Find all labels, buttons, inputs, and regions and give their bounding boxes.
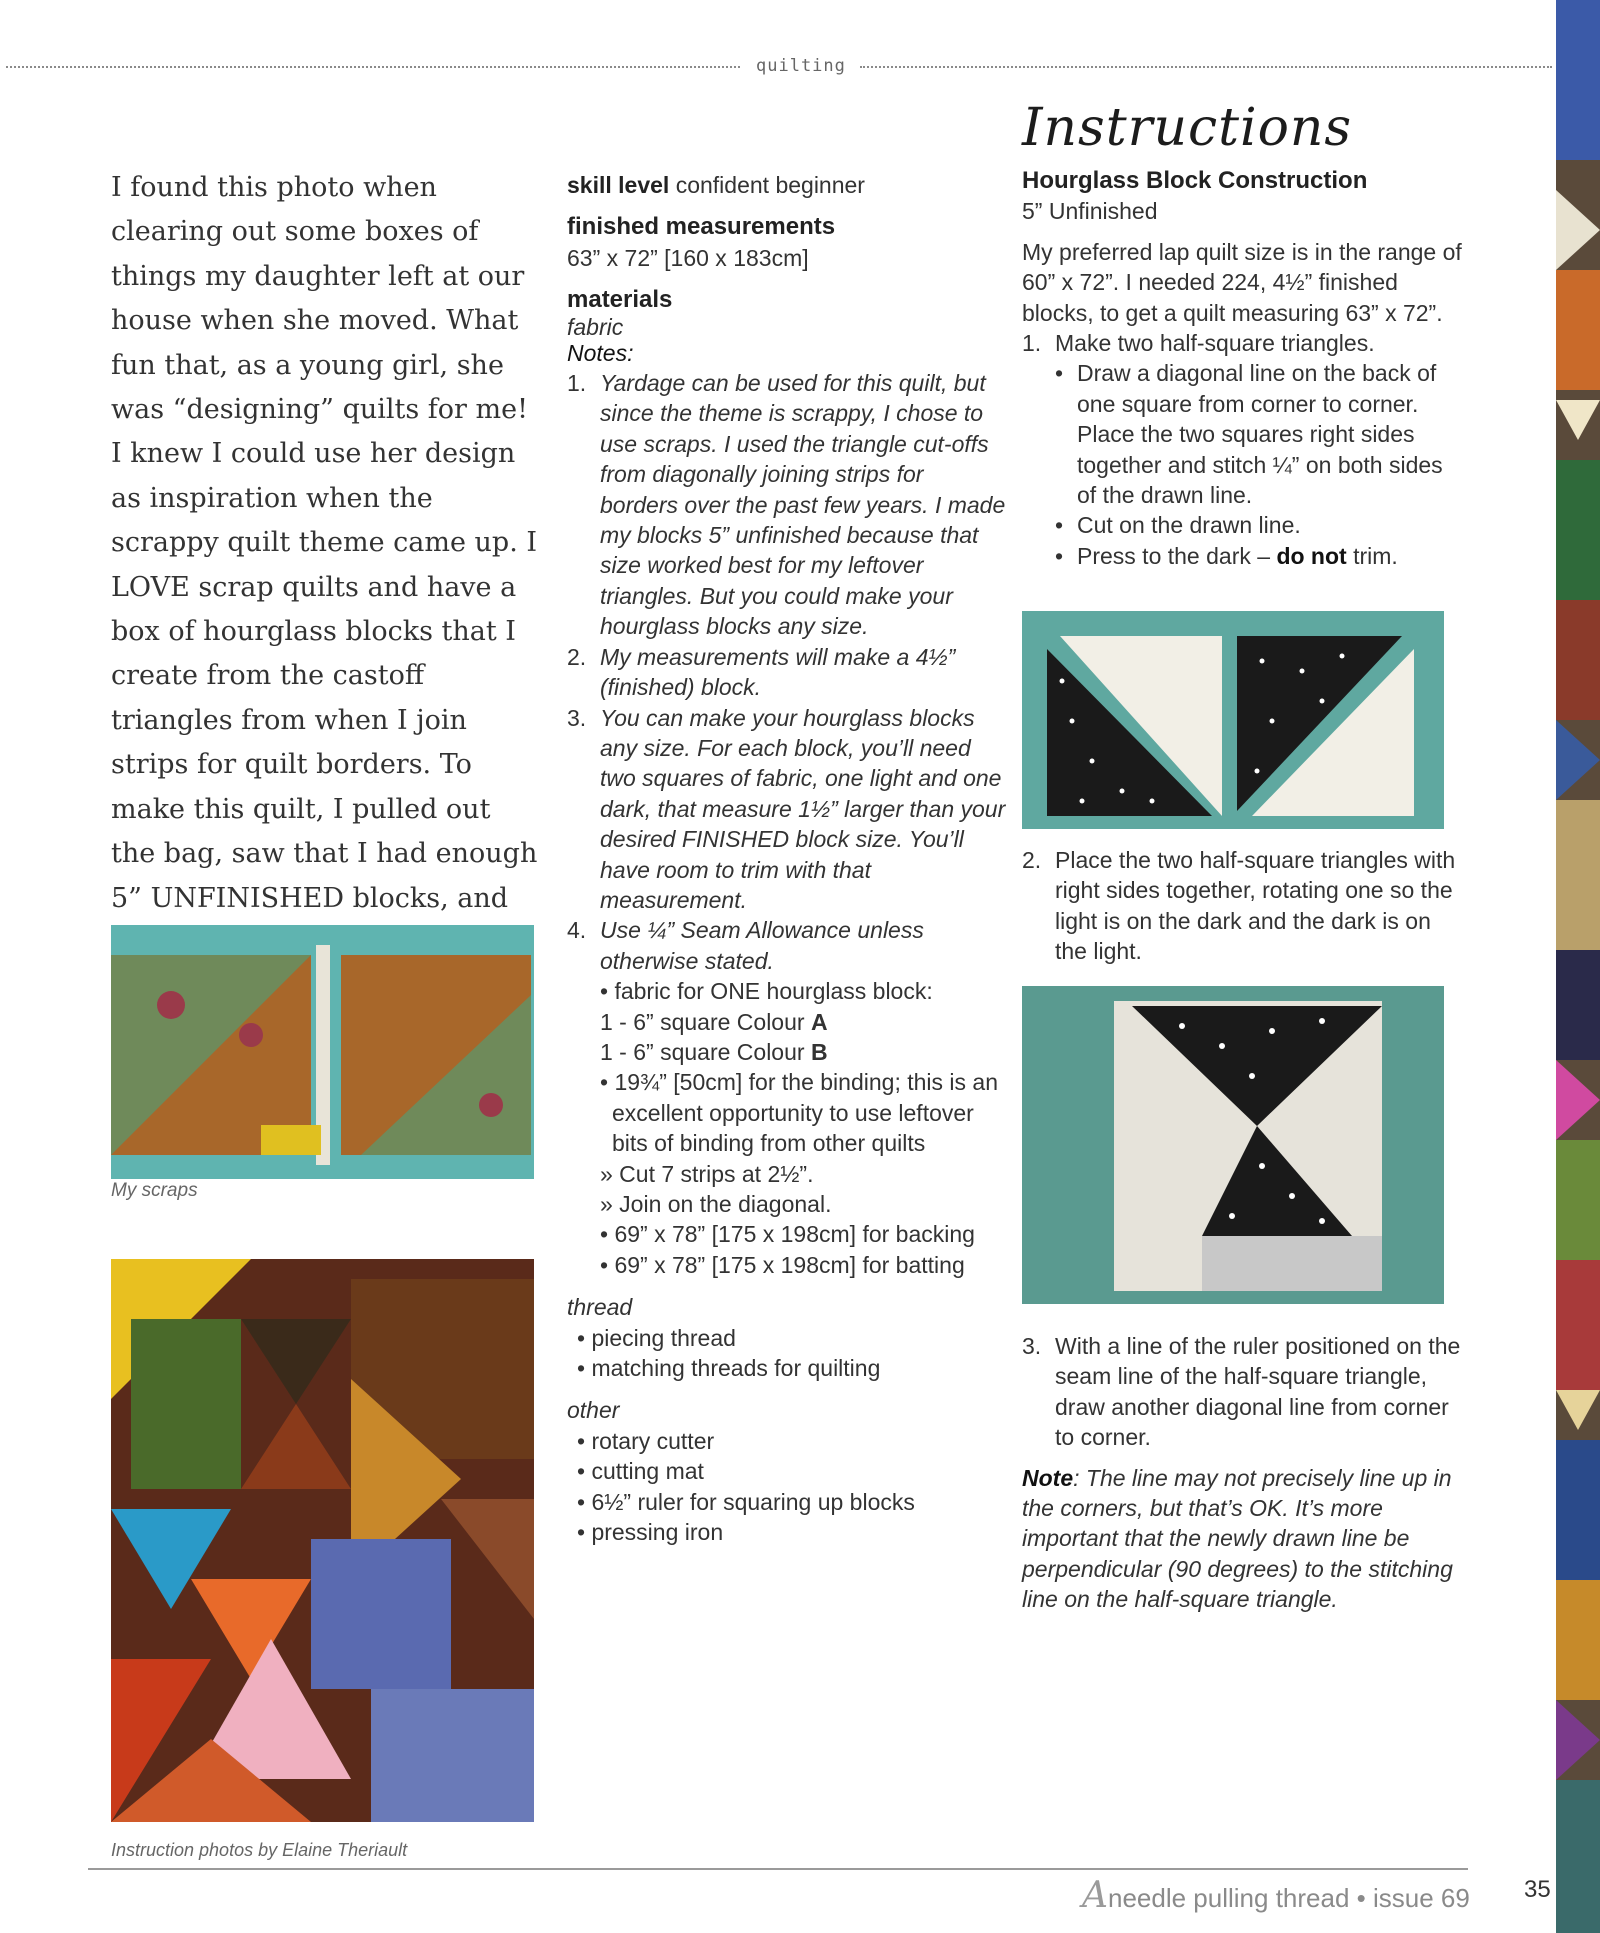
step-1-bullet: • Draw a diagonal line on the back of one square from corner to corner. Place the two squares right sides together and stitch ¼” on both sides of the drawn line. bbox=[1022, 358, 1462, 510]
other-item: • cutting mat bbox=[577, 1458, 704, 1485]
materials-label: materials bbox=[567, 286, 673, 314]
skill-value: confident beginner bbox=[675, 172, 865, 198]
note-item: 4. Use ¼” Seam Allowance unless otherwise stated. bbox=[567, 917, 924, 974]
thread-item: • piecing thread bbox=[577, 1324, 736, 1351]
quilt-edge-decoration bbox=[1556, 0, 1600, 1933]
story-body: I found this photo when clearing out some boxes of things my daughter left at our house when she moved. What fun that, as a young girl, she was “designing” quilts for me! I knew I could use her design as inspiration when the scrappy quilt theme came up. I LOVE scrap quilts and have a box of hourglass blocks that I create from the castoff triangles from when I join strips for quilt borders. To make this quilt, I pulled out the bag, saw that I had enough 5” UNFINISHED blocks, and bbox=[111, 172, 538, 914]
other-label: other bbox=[567, 1397, 620, 1424]
requirements-column bbox=[567, 170, 1007, 1547]
backing-line: • 69” x 78” [175 x 198cm] for backing bbox=[600, 1221, 975, 1248]
instructions-part3 bbox=[1022, 1331, 1462, 1615]
hst-photo-image bbox=[1022, 611, 1444, 829]
page-number: 35 bbox=[1524, 1876, 1551, 1903]
hourglass-photo bbox=[1022, 986, 1444, 1304]
note-item: 2. My measurements will make a 4½” (finished) block. bbox=[567, 643, 956, 701]
block-construction-heading: Hourglass Block Construction bbox=[1022, 167, 1368, 194]
other-item: • rotary cutter bbox=[577, 1427, 715, 1454]
block-size: 5” Unfinished bbox=[1022, 198, 1158, 225]
step-1: 1. Make two half-square triangles. bbox=[1022, 330, 1375, 357]
quilt-photo-image bbox=[111, 1259, 534, 1822]
binding-cut-line: » Cut 7 strips at 2½”. bbox=[600, 1160, 814, 1187]
note-paragraph: Note: The line may not precisely line up in the corners, but that’s OK. It’s more important that the newly drawn line be perpendicular (90 degrees) to the stitching line on the half-square triangle. bbox=[1022, 1464, 1453, 1613]
quilt-edge-pattern bbox=[1556, 0, 1600, 1933]
footer-rule bbox=[88, 1868, 1468, 1870]
header-rule-right bbox=[860, 66, 1552, 68]
notes-list bbox=[567, 368, 1007, 976]
thread-label: thread bbox=[567, 1294, 633, 1321]
binding-line: • 19¾” [50cm] for the binding; this is an excellent opportunity to use leftover bits of binding from other quilts bbox=[600, 1069, 998, 1157]
section-label: quilting bbox=[756, 56, 846, 76]
binding-join-line: » Join on the diagonal. bbox=[600, 1191, 832, 1217]
scraps-photo bbox=[111, 925, 534, 1179]
other-item: • pressing iron bbox=[577, 1519, 724, 1546]
step-2: 2. Place the two half-square triangles with right sides together, rotating one so the light is on the dark and the dark is on the light. bbox=[1022, 847, 1456, 965]
thread-item: • matching threads for quilting bbox=[577, 1355, 881, 1382]
intro-text: My preferred lap quilt size is in the range of 60” x 72”. I needed 224, 4½” finished blocks, to get a quilt measuring 63” x 72”. bbox=[1022, 238, 1462, 326]
measurements-label: finished measurements bbox=[567, 213, 836, 241]
photo-credit: Instruction photos by Elaine Theriault bbox=[111, 1840, 408, 1860]
hourglass-photo-image bbox=[1022, 986, 1444, 1304]
instructions-title: Instructions bbox=[1022, 98, 1353, 158]
instructions-part2 bbox=[1022, 845, 1462, 967]
other-item: • 6½” ruler for squaring up blocks bbox=[577, 1488, 915, 1515]
skill-label: skill level bbox=[567, 172, 670, 198]
colour-b-line: 1 - 6” square Colour B bbox=[600, 1038, 828, 1065]
notes-label: Notes: bbox=[567, 339, 634, 366]
colour-a-line: 1 - 6” square Colour A bbox=[600, 1008, 828, 1035]
measurements-value: 63” x 72” [160 x 183cm] bbox=[567, 244, 809, 271]
instructions-part1 bbox=[1022, 166, 1462, 571]
fabric-block-line: • fabric for ONE hourglass block: bbox=[600, 978, 933, 1005]
step-1-bullet-press: • Press to the dark – do not trim. bbox=[1022, 541, 1462, 571]
scraps-caption: My scraps bbox=[111, 1180, 198, 1201]
batting-line: • 69” x 78” [175 x 198cm] for batting bbox=[600, 1251, 965, 1278]
story-text bbox=[111, 166, 541, 965]
step-3: 3. With a line of the ruler positioned on the seam line of the half-square triangle, draw another diagonal line from corner to corner. bbox=[1022, 1333, 1461, 1451]
magazine-name: Aneedle pulling thread • issue 69 bbox=[1082, 1875, 1470, 1916]
fabric-sublist bbox=[567, 976, 1007, 1280]
fabric-label: fabric bbox=[567, 313, 624, 340]
hst-photo bbox=[1022, 611, 1444, 829]
note-item: 1. Yardage can be used for this quilt, but since the theme is scrappy, I chose to use scraps. I used the triangle cut-offs from diagonally joining strips for borders over the past few years. I made my blocks 5” unfinished because that size worked best for my leftover triangles. But you could make your hourglass blocks any size. bbox=[567, 370, 1006, 640]
step-1-bullet: • Cut on the drawn line. bbox=[1022, 510, 1462, 540]
scraps-photo-image bbox=[111, 925, 534, 1179]
quilt-photo bbox=[111, 1259, 534, 1822]
header-rule-left bbox=[6, 66, 740, 68]
note-item: 3. You can make your hourglass blocks any size. For each block, you’ll need two squares of fabric, one light and one dark, that measure 1½” larger than your desired FINISHED block size. You’ll have room to trim with that measurement. bbox=[567, 704, 1006, 913]
